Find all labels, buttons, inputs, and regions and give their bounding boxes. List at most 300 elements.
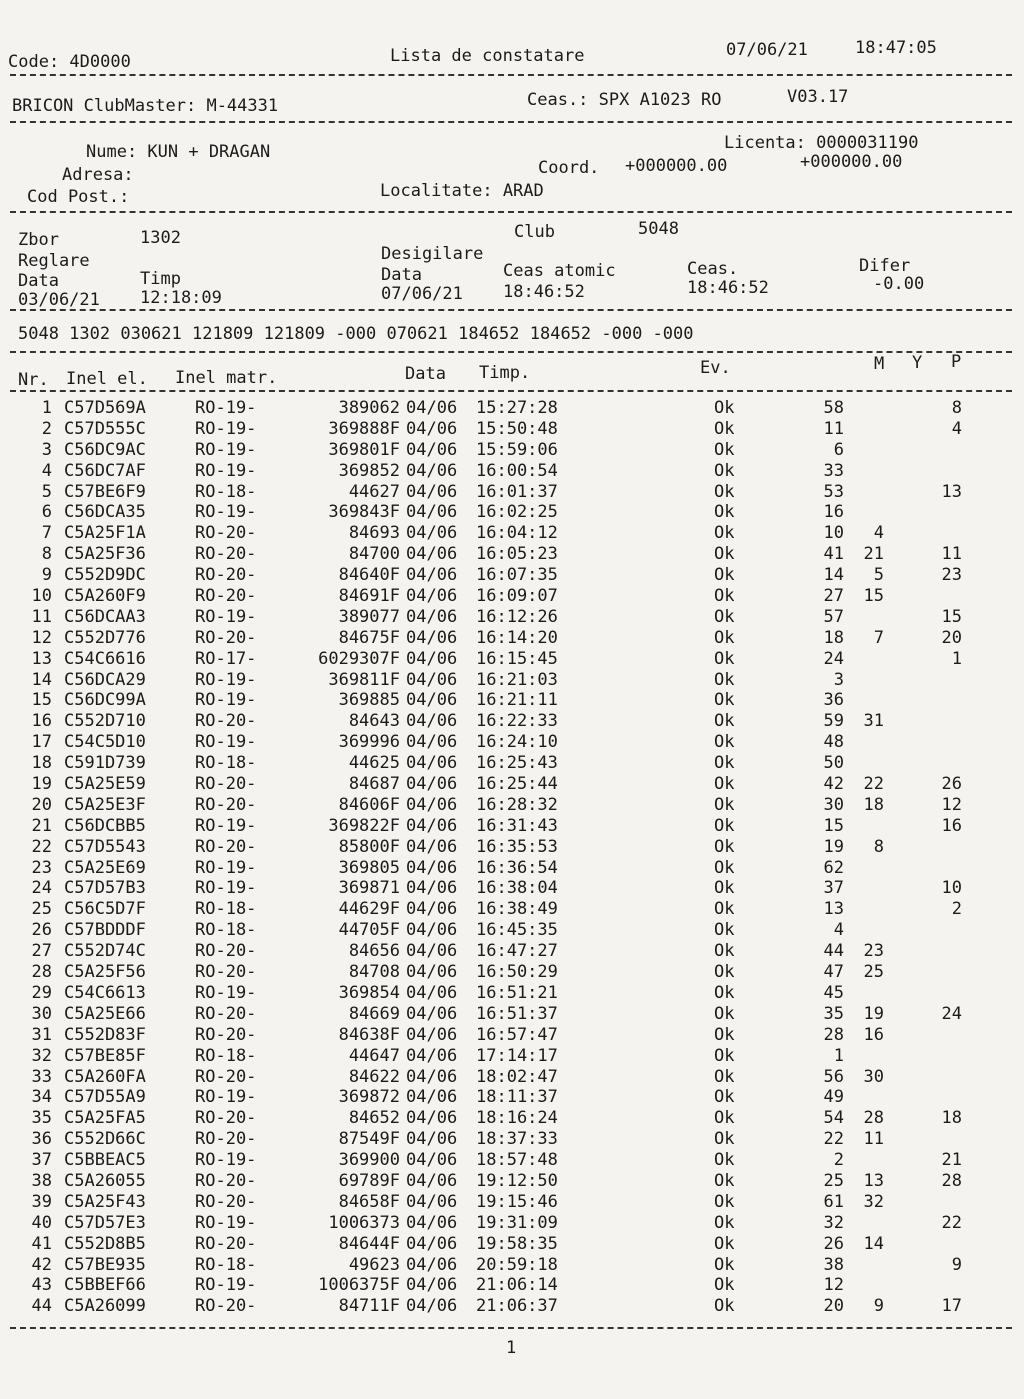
- arrival-table: [0, 398, 1024, 1317]
- arrival-date: 04/06: [406, 460, 458, 481]
- ring-prefix: RO-20-: [195, 774, 257, 795]
- electronic-ring: C57D569A: [64, 398, 146, 418]
- coord-x: +000000.00: [625, 156, 728, 176]
- rank-m: 44: [823, 941, 844, 962]
- arrival-date: 04/06: [406, 753, 458, 774]
- table-row: [0, 1046, 1024, 1067]
- electronic-ring: C5BBEAC5: [64, 1150, 146, 1171]
- table-row: [0, 941, 1024, 962]
- divider: [10, 211, 1012, 213]
- row-number: 23: [31, 857, 52, 878]
- ring-prefix: RO-20-: [195, 1066, 257, 1087]
- event-status: Ok: [714, 1296, 735, 1317]
- arrival-time: 16:09:07: [476, 586, 558, 607]
- row-number: 39: [31, 1191, 52, 1212]
- electronic-ring: C57D57B3: [64, 878, 146, 899]
- event-status: Ok: [714, 1129, 735, 1150]
- rank-p: 17: [941, 1296, 962, 1317]
- electronic-ring: C56C5D7F: [64, 899, 146, 920]
- table-row: [0, 920, 1024, 941]
- ring-prefix: RO-20-: [195, 544, 257, 565]
- arrival-time: 16:25:43: [476, 753, 558, 774]
- rank-m: 4: [833, 920, 844, 941]
- electronic-ring: C552D776: [64, 627, 146, 648]
- electronic-ring: C56DCA29: [64, 669, 146, 690]
- electronic-ring: C5A25F43: [64, 1191, 146, 1212]
- electronic-ring: C57D555C: [64, 418, 146, 439]
- ring-number: 369854: [338, 982, 400, 1003]
- ring-number: 1006373: [328, 1212, 400, 1233]
- rank-y: 11: [863, 1129, 884, 1150]
- rank-p: 21: [941, 1150, 962, 1171]
- arrival-time: 19:12:50: [476, 1170, 558, 1191]
- arrival-date: 04/06: [406, 1087, 458, 1108]
- electronic-ring: C57BDDDF: [64, 920, 146, 941]
- ring-number: 84691F: [338, 586, 400, 607]
- electronic-ring: C54C5D10: [64, 732, 146, 753]
- ring-prefix: RO-20-: [195, 1191, 257, 1212]
- arrival-date: 04/06: [406, 439, 458, 460]
- row-number: 44: [31, 1296, 52, 1317]
- arrival-date: 04/06: [406, 1003, 458, 1024]
- table-row: [0, 774, 1024, 795]
- electronic-ring: C57D55A9: [64, 1087, 146, 1108]
- locality: Localitate: ARAD: [380, 181, 544, 201]
- table-row: [0, 1234, 1024, 1255]
- event-status: Ok: [714, 648, 735, 669]
- arrival-date: 04/06: [406, 836, 458, 857]
- electronic-ring: C56DC9AC: [64, 439, 146, 460]
- rank-m: 62: [823, 857, 844, 878]
- rank-m: 11: [823, 418, 844, 439]
- row-number: 13: [31, 648, 52, 669]
- arrival-time: 19:15:46: [476, 1191, 558, 1212]
- ring-number: 44647: [348, 1045, 400, 1066]
- arrival-time: 16:05:23: [476, 544, 558, 565]
- ring-prefix: RO-20-: [195, 523, 257, 544]
- ring-prefix: RO-19-: [195, 732, 257, 753]
- ring-prefix: RO-20-: [195, 711, 257, 732]
- arrival-time: 16:57:47: [476, 1024, 558, 1045]
- rank-y: 19: [863, 1003, 884, 1024]
- arrival-time: 16:00:54: [476, 460, 558, 481]
- ring-number: 84700: [348, 544, 400, 565]
- coord-y: +000000.00: [800, 152, 903, 172]
- page-number: 1: [506, 1338, 517, 1358]
- ring-prefix: RO-19-: [195, 878, 257, 899]
- print-date: 07/06/21: [726, 40, 808, 60]
- ring-prefix: RO-19-: [195, 1212, 257, 1233]
- rank-p: 4: [951, 418, 962, 439]
- arrival-date: 04/06: [406, 418, 458, 439]
- row-number: 8: [41, 544, 52, 565]
- table-row: [0, 1275, 1024, 1296]
- arrival-date: 04/06: [406, 398, 458, 418]
- event-status: Ok: [714, 606, 735, 627]
- rank-y: 7: [873, 627, 884, 648]
- ring-number: 1006375F: [318, 1275, 400, 1296]
- col-event: Ev.: [700, 358, 731, 378]
- ring-prefix: RO-19-: [195, 815, 257, 836]
- arrival-date: 04/06: [406, 1170, 458, 1191]
- rank-m: 45: [823, 982, 844, 1003]
- table-row: [0, 962, 1024, 983]
- ring-number: 87549F: [338, 1129, 400, 1150]
- arrival-time: 18:37:33: [476, 1129, 558, 1150]
- rank-m: 56: [823, 1066, 844, 1087]
- arrival-date: 04/06: [406, 1045, 458, 1066]
- ring-prefix: RO-19-: [195, 669, 257, 690]
- ring-prefix: RO-20-: [195, 1003, 257, 1024]
- ring-prefix: RO-19-: [195, 398, 257, 418]
- table-row: [0, 628, 1024, 649]
- rank-m: 53: [823, 481, 844, 502]
- rank-m: 3: [833, 669, 844, 690]
- event-status: Ok: [714, 1066, 735, 1087]
- document-title: Lista de constatare: [390, 46, 585, 66]
- arrival-time: 16:28:32: [476, 794, 558, 815]
- ring-number: 84656: [348, 941, 400, 962]
- table-row: [0, 1150, 1024, 1171]
- ring-number: 369811F: [328, 669, 400, 690]
- arrival-date: 04/06: [406, 941, 458, 962]
- table-row: [0, 461, 1024, 482]
- arrival-time: 16:24:10: [476, 732, 558, 753]
- row-number: 30: [31, 1003, 52, 1024]
- ring-number: 44629F: [338, 899, 400, 920]
- clubmaster-id: BRICON ClubMaster: M-44331: [12, 96, 279, 116]
- table-row: [0, 1067, 1024, 1088]
- event-status: Ok: [714, 920, 735, 941]
- arrival-date: 04/06: [406, 1129, 458, 1150]
- electronic-ring: C552D710: [64, 711, 146, 732]
- arrival-time: 17:14:17: [476, 1045, 558, 1066]
- rank-y: 28: [863, 1108, 884, 1129]
- table-row: [0, 899, 1024, 920]
- event-status: Ok: [714, 439, 735, 460]
- ring-number: 84669: [348, 1003, 400, 1024]
- arrival-time: 21:06:37: [476, 1296, 558, 1317]
- table-row: [0, 586, 1024, 607]
- arrival-date: 04/06: [406, 899, 458, 920]
- ring-prefix: RO-19-: [195, 460, 257, 481]
- event-status: Ok: [714, 460, 735, 481]
- rank-p: 20: [941, 627, 962, 648]
- event-status: Ok: [714, 1233, 735, 1254]
- arrival-time: 15:50:48: [476, 418, 558, 439]
- ring-number: 44625: [348, 753, 400, 774]
- clock-label: Ceas.: [687, 259, 739, 279]
- row-number: 14: [31, 669, 52, 690]
- table-row: [0, 732, 1024, 753]
- ring-prefix: RO-20-: [195, 836, 257, 857]
- row-number: 6: [41, 502, 52, 523]
- row-number: 10: [31, 586, 52, 607]
- table-row: [0, 419, 1024, 440]
- unsealing-date: 07/06/21: [381, 284, 463, 304]
- arrival-time: 18:11:37: [476, 1087, 558, 1108]
- table-row: [0, 1296, 1024, 1317]
- arrival-date: 04/06: [406, 1024, 458, 1045]
- rank-y: 8: [873, 836, 884, 857]
- row-number: 35: [31, 1108, 52, 1129]
- col-time: Timp.: [479, 363, 531, 383]
- arrival-date: 04/06: [406, 648, 458, 669]
- arrival-date: 04/06: [406, 815, 458, 836]
- table-row: [0, 544, 1024, 565]
- ring-prefix: RO-19-: [195, 418, 257, 439]
- coord-label: Coord.: [538, 158, 600, 178]
- owner-name: Nume: KUN + DRAGAN: [86, 142, 271, 162]
- table-row: [0, 1087, 1024, 1108]
- row-number: 34: [31, 1087, 52, 1108]
- event-status: Ok: [714, 1212, 735, 1233]
- ring-number: 69789F: [338, 1170, 400, 1191]
- arrival-date: 04/06: [406, 1066, 458, 1087]
- electronic-ring: C56DCBB5: [64, 815, 146, 836]
- rank-m: 18: [823, 627, 844, 648]
- electronic-ring: C5A25FA5: [64, 1108, 146, 1129]
- arrival-date: 04/06: [406, 481, 458, 502]
- rank-p: 28: [941, 1170, 962, 1191]
- row-number: 24: [31, 878, 52, 899]
- unsealing-label: Desigilare: [381, 244, 484, 264]
- ring-number: 6029307F: [318, 648, 400, 669]
- arrival-date: 04/06: [406, 774, 458, 795]
- rank-m: 24: [823, 648, 844, 669]
- rank-m: 49: [823, 1087, 844, 1108]
- row-number: 12: [31, 627, 52, 648]
- rank-p: 18: [941, 1108, 962, 1129]
- ring-number: 84643: [348, 711, 400, 732]
- arrival-time: 16:25:44: [476, 774, 558, 795]
- row-number: 29: [31, 982, 52, 1003]
- ring-prefix: RO-19-: [195, 1150, 257, 1171]
- ring-number: 369852: [338, 460, 400, 481]
- ring-prefix: RO-19-: [195, 1087, 257, 1108]
- event-status: Ok: [714, 1150, 735, 1171]
- electronic-ring: C5A25F56: [64, 962, 146, 983]
- event-status: Ok: [714, 481, 735, 502]
- rank-p: 26: [941, 774, 962, 795]
- electronic-ring: C57BE85F: [64, 1045, 146, 1066]
- ring-number: 44705F: [338, 920, 400, 941]
- event-status: Ok: [714, 544, 735, 565]
- divider: [10, 74, 1012, 76]
- table-row: [0, 1108, 1024, 1129]
- ring-prefix: RO-20-: [195, 1024, 257, 1045]
- rank-m: 20: [823, 1296, 844, 1317]
- rank-y: 14: [863, 1233, 884, 1254]
- electronic-ring: C5A26055: [64, 1170, 146, 1191]
- ring-prefix: RO-18-: [195, 899, 257, 920]
- rank-m: 32: [823, 1212, 844, 1233]
- arrival-date: 04/06: [406, 1254, 458, 1275]
- table-row: [0, 1213, 1024, 1234]
- rank-m: 42: [823, 774, 844, 795]
- arrival-date: 04/06: [406, 711, 458, 732]
- ring-number: 369801F: [328, 439, 400, 460]
- ring-prefix: RO-19-: [195, 857, 257, 878]
- ring-number: 85800F: [338, 836, 400, 857]
- table-row: [0, 565, 1024, 586]
- postcode-label: Cod Post.:: [27, 187, 130, 207]
- clock-id: Ceas.: SPX A1023 RO: [527, 90, 722, 110]
- arrival-date: 04/06: [406, 732, 458, 753]
- row-number: 36: [31, 1129, 52, 1150]
- rank-m: 47: [823, 962, 844, 983]
- table-row: [0, 523, 1024, 544]
- table-row: [0, 753, 1024, 774]
- rank-m: 35: [823, 1003, 844, 1024]
- ring-prefix: RO-20-: [195, 962, 257, 983]
- arrival-date: 04/06: [406, 502, 458, 523]
- rank-y: 30: [863, 1066, 884, 1087]
- electronic-ring: C56DCAA3: [64, 606, 146, 627]
- col-nr: Nr.: [18, 370, 49, 390]
- event-status: Ok: [714, 836, 735, 857]
- row-number: 38: [31, 1170, 52, 1191]
- ring-prefix: RO-18-: [195, 481, 257, 502]
- ring-number: 84658F: [338, 1191, 400, 1212]
- electronic-ring: C5A260F9: [64, 586, 146, 607]
- rank-m: 6: [833, 439, 844, 460]
- electronic-ring: C57BE6F9: [64, 481, 146, 502]
- event-status: Ok: [714, 398, 735, 418]
- electronic-ring: C5A25E59: [64, 774, 146, 795]
- ring-prefix: RO-19-: [195, 502, 257, 523]
- rank-m: 37: [823, 878, 844, 899]
- rank-y: 4: [873, 523, 884, 544]
- arrival-time: 16:21:03: [476, 669, 558, 690]
- electronic-ring: C57D5543: [64, 836, 146, 857]
- arrival-time: 16:51:21: [476, 982, 558, 1003]
- row-number: 27: [31, 941, 52, 962]
- ring-prefix: RO-19-: [195, 1275, 257, 1296]
- electronic-ring: C5A260FA: [64, 1066, 146, 1087]
- event-status: Ok: [714, 711, 735, 732]
- address-label: Adresa:: [62, 165, 134, 185]
- rank-m: 14: [823, 565, 844, 586]
- arrival-time: 16:31:43: [476, 815, 558, 836]
- col-y: Y: [912, 353, 923, 373]
- rank-y: 9: [873, 1296, 884, 1317]
- table-row: [0, 858, 1024, 879]
- electronic-ring: C56DC7AF: [64, 460, 146, 481]
- row-number: 40: [31, 1212, 52, 1233]
- electronic-ring: C54C6616: [64, 648, 146, 669]
- rank-p: 11: [941, 544, 962, 565]
- table-row: [0, 690, 1024, 711]
- arrival-time: 16:38:49: [476, 899, 558, 920]
- arrival-time: 16:35:53: [476, 836, 558, 857]
- rank-p: 2: [951, 899, 962, 920]
- event-status: Ok: [714, 1003, 735, 1024]
- rank-m: 16: [823, 502, 844, 523]
- arrival-date: 04/06: [406, 1150, 458, 1171]
- electronic-ring: C56DC99A: [64, 690, 146, 711]
- electronic-ring: C5A25F36: [64, 544, 146, 565]
- arrival-date: 04/06: [406, 982, 458, 1003]
- event-status: Ok: [714, 565, 735, 586]
- table-row: [0, 649, 1024, 670]
- event-status: Ok: [714, 753, 735, 774]
- arrival-time: 16:47:27: [476, 941, 558, 962]
- event-status: Ok: [714, 794, 735, 815]
- rank-y: 22: [863, 774, 884, 795]
- row-number: 43: [31, 1275, 52, 1296]
- event-status: Ok: [714, 774, 735, 795]
- summary-line: 5048 1302 030621 121809 121809 -000 070621 184652 184652 -000 -000: [18, 324, 694, 344]
- electronic-ring: C5A25E69: [64, 857, 146, 878]
- rank-p: 12: [941, 794, 962, 815]
- ring-prefix: RO-18-: [195, 920, 257, 941]
- ring-prefix: RO-20-: [195, 1129, 257, 1150]
- ring-number: 369888F: [328, 418, 400, 439]
- electronic-ring: C552D83F: [64, 1024, 146, 1045]
- ring-number: 369885: [338, 690, 400, 711]
- arrival-date: 04/06: [406, 523, 458, 544]
- setting-time: 12:18:09: [140, 288, 222, 308]
- event-status: Ok: [714, 523, 735, 544]
- electronic-ring: C552D66C: [64, 1129, 146, 1150]
- arrival-date: 04/06: [406, 565, 458, 586]
- row-number: 18: [31, 753, 52, 774]
- row-number: 33: [31, 1066, 52, 1087]
- electronic-ring: C5A25E3F: [64, 794, 146, 815]
- arrival-time: 16:22:33: [476, 711, 558, 732]
- table-row: [0, 502, 1024, 523]
- rank-m: 33: [823, 460, 844, 481]
- divider: [10, 1327, 1012, 1329]
- setting-date: 03/06/21: [18, 290, 100, 310]
- rank-y: 32: [863, 1191, 884, 1212]
- row-number: 37: [31, 1150, 52, 1171]
- setting-label: Reglare: [18, 251, 90, 271]
- arrival-time: 16:02:25: [476, 502, 558, 523]
- rank-p: 16: [941, 815, 962, 836]
- arrival-time: 16:04:12: [476, 523, 558, 544]
- row-number: 20: [31, 794, 52, 815]
- electronic-ring: C5A25F1A: [64, 523, 146, 544]
- table-row: [0, 440, 1024, 461]
- arrival-time: 19:58:35: [476, 1233, 558, 1254]
- ring-prefix: RO-19-: [195, 439, 257, 460]
- ring-prefix: RO-17-: [195, 648, 257, 669]
- event-status: Ok: [714, 878, 735, 899]
- electronic-ring: C5A26099: [64, 1296, 146, 1317]
- ring-prefix: RO-20-: [195, 1170, 257, 1191]
- rank-m: 61: [823, 1191, 844, 1212]
- ring-number: 84622: [348, 1066, 400, 1087]
- event-status: Ok: [714, 732, 735, 753]
- event-status: Ok: [714, 899, 735, 920]
- event-status: Ok: [714, 502, 735, 523]
- ring-number: 369872: [338, 1087, 400, 1108]
- arrival-time: 21:06:14: [476, 1275, 558, 1296]
- rank-p: 1: [951, 648, 962, 669]
- rank-m: 41: [823, 544, 844, 565]
- arrival-time: 20:59:18: [476, 1254, 558, 1275]
- event-status: Ok: [714, 1024, 735, 1045]
- arrival-time: 16:14:20: [476, 627, 558, 648]
- rank-p: 13: [941, 481, 962, 502]
- rank-p: 10: [941, 878, 962, 899]
- event-status: Ok: [714, 627, 735, 648]
- row-number: 5: [41, 481, 52, 502]
- col-date: Data: [405, 364, 446, 384]
- electronic-ring: C5A25E66: [64, 1003, 146, 1024]
